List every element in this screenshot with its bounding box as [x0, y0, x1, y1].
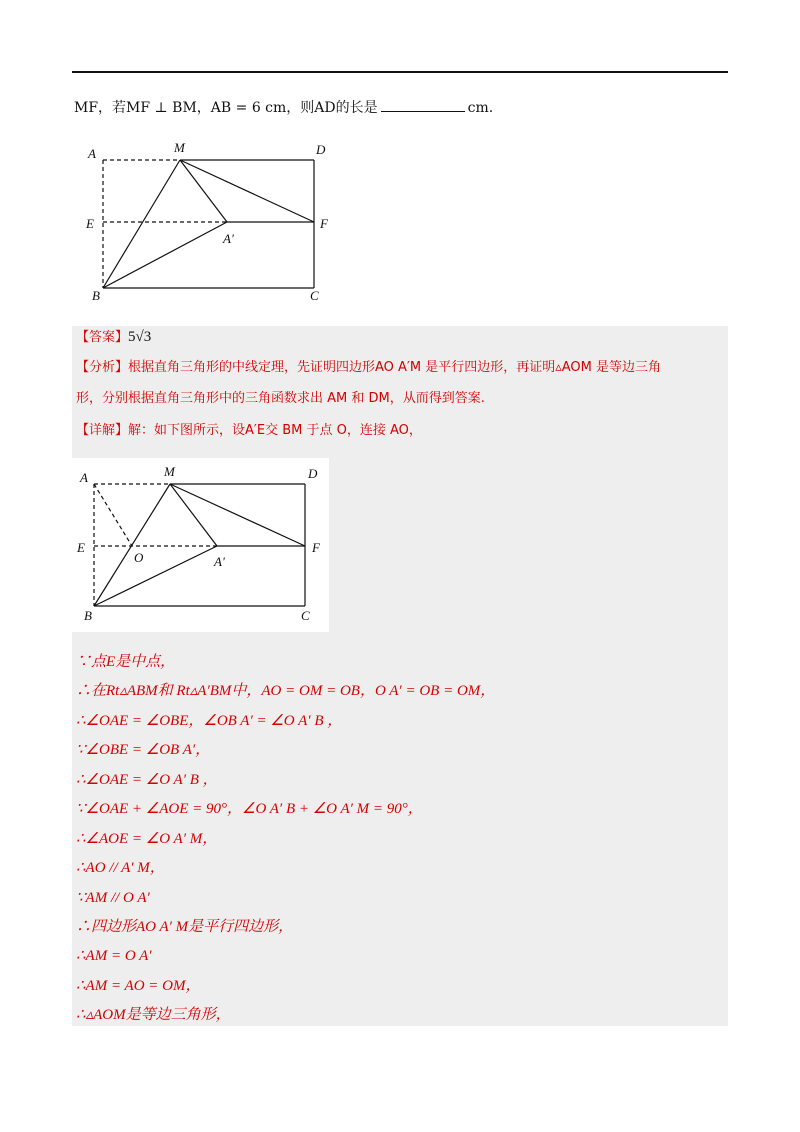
step-line: ∴AO // A′ M，: [76, 860, 165, 876]
label-M: M: [164, 464, 175, 479]
step-line: ∴四边形AO A′ M是平行四边形，: [76, 919, 294, 935]
analysis-text-1: 根据直角三角形的中线定理，先证明四边形AO A′M 是平行四边形，再证明▵AOM 是等边三角: [128, 360, 662, 375]
analysis-line-2: 形，分别根据直角三角形中的三角函数求出 AM 和 DM，从而得到答案.: [76, 391, 485, 406]
detail-text: 解：如下图所示，设A′E交 BM 于点 O，连接 AO，: [128, 423, 422, 438]
label-F: F: [312, 540, 320, 555]
label-D: D: [308, 466, 318, 481]
label-A-prime: A': [214, 554, 225, 569]
label-O: O: [134, 550, 144, 565]
step-line: ∴AM = AO = OM，: [76, 978, 201, 994]
step-line: ∴∠AOE = ∠O A′ M，: [76, 831, 218, 847]
label-C: C: [301, 608, 310, 623]
step-line: ∵∠OBE = ∠OB A′，: [76, 742, 211, 758]
label-C: C: [310, 288, 319, 303]
step-line: ∵点E是中点，: [76, 654, 176, 670]
analysis-tag: 【分析】: [76, 360, 129, 375]
answer-value: 5√3: [128, 329, 152, 345]
label-A: A: [88, 146, 96, 161]
label-M: M: [174, 140, 185, 155]
label-A: A: [80, 470, 88, 485]
answer-tag: 【答案】: [76, 330, 129, 345]
step-line: ∴AM = O A′: [76, 948, 152, 964]
label-E: E: [77, 540, 85, 555]
step-line: ∴在Rt▵ABM和 Rt▵A′BM中，AO = OM = OB，O A′ = OB = OM，: [76, 683, 496, 699]
figure-1: [80, 138, 340, 306]
detail-tag: 【详解】: [76, 423, 129, 438]
label-E: E: [86, 216, 94, 231]
step-line: ∵∠OAE + ∠AOE = 90°，∠O A′ B + ∠O A′ M = 90°，: [76, 801, 423, 817]
detail-line: [76, 421, 422, 441]
step-line: ∴∠OAE = ∠OBE，∠OB A′ = ∠O A′ B ，: [76, 713, 343, 729]
step-line: ∵AM // O A′: [76, 890, 150, 906]
figure-2: [72, 458, 329, 632]
answer-blank: [381, 99, 465, 112]
label-D: D: [316, 142, 326, 157]
step-line: ∴▵AOM是等边三角形，: [76, 1007, 231, 1023]
label-F: F: [320, 216, 328, 231]
question-suffix: cm.: [467, 100, 494, 116]
question-line: [74, 97, 493, 117]
analysis-line-1: [76, 358, 661, 378]
header-rule: [72, 71, 728, 73]
step-line: ∴∠OAE = ∠O A′ B ，: [76, 772, 218, 788]
question-prefix: MF，若MF ⊥ BM，AB = 6 cm，则AD的长是: [74, 100, 378, 116]
label-A-prime: A': [223, 231, 234, 246]
label-B: B: [84, 608, 92, 623]
answer-line: [76, 327, 151, 348]
label-B: B: [92, 288, 100, 303]
